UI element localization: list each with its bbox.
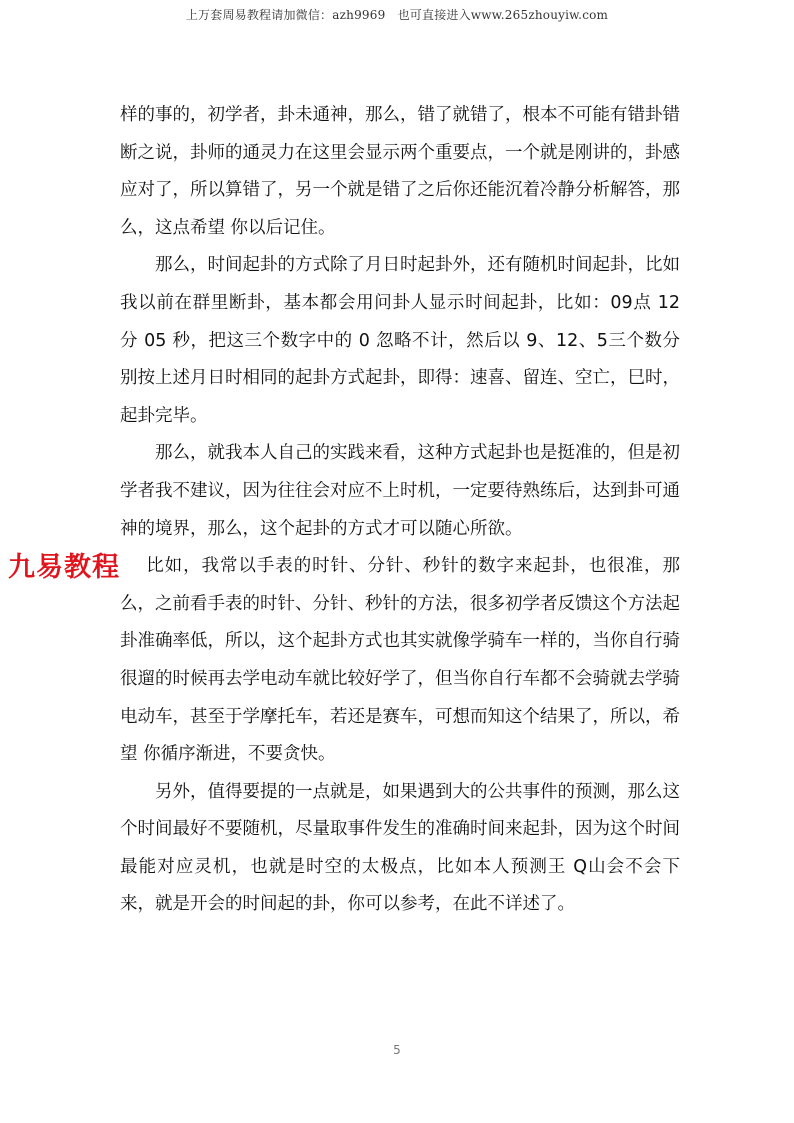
page-header: 上万套周易教程请加微信：azh9969 也可直接进入www.265zhouyiw.com [185,8,609,22]
paragraph-3: 那么，就我本人自己的实践来看，这种方式起卦也是挺准的，但是初学者我不建议，因为往往会对应不上时机，一定要待熟练后，达到卦可通神的境界，那么，这个起卦的方式才可以随心所欲。 [120,443,680,539]
document-body [120,97,680,924]
paragraph-1: 样的事的，初学者，卦未通神，那么，错了就错了，根本不可能有错卦错断之说，卦师的通灵力在这里会显示两个重要点，一个就是刚讲的，卦感应对了，所以算错了，另一个就是错了之后你还能沉着冷静分析解答，那么，这点希望 你以后记住。 [120,105,680,238]
page-number: 5 [393,1043,401,1057]
paragraph-2: 那么，时间起卦的方式除了月日时起卦外，还有随机时间起卦，比如我以前在群里断卦，基本都会用问卦人显示时间起卦，比如：09点 12 分 05 秒，把这三个数字中的 0 忽略不计，然后以 9、12、5三个数分别按上述月日时相同的起卦方式起卦，即得：速喜、留连、空亡，巳时，起卦完毕。 [120,255,680,426]
watermark-logo: 九易教程 [8,552,120,583]
paragraph-4: 比如，我常以手表的时针、分针、秒针的数字来起卦，也很准，那么，之前看手表的时针、分针、秒针的方法，很多初学者反馈这个方法起卦准确率低，所以，这个起卦方式也其实就像学骑车一样的，当你自行骑很遛的时候再去学电动车就比较好学了，但当你自行车都不会骑就去学骑电动车，甚至于学摩托车，若还是赛车，可想而知这个结果了，所以，希望 你循序渐进，不要贪快。 [120,556,680,765]
paragraph-5: 另外，值得要提的一点就是，如果遇到大的公共事件的预测，那么这个时间最好不要随机，尽量取事件发生的准确时间来起卦，因为这个时间最能对应灵机，也就是时空的太极点，比如本人预测王 Q山会不会下来，就是开会的时间起的卦，你可以参考，在此不详述了。 [120,781,680,915]
